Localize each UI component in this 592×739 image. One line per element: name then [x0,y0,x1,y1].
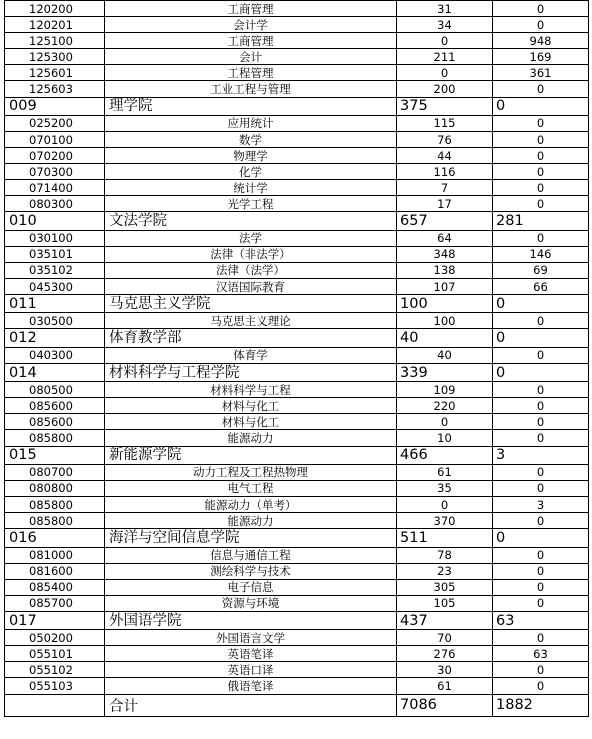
major-row [5,81,589,97]
extra-count: 0 [493,547,589,563]
department-code: 009 [5,97,105,115]
major-code: 085400 [5,579,105,595]
quota-count: 7 [397,180,493,196]
department-row [5,295,589,313]
major-code: 035101 [5,246,105,262]
major-name: 法学 [105,230,397,246]
major-name: 英语口译 [105,662,397,678]
department-code: 014 [5,363,105,381]
major-row [5,196,589,212]
extra-count: 66 [493,279,589,295]
extra-count: 0 [493,196,589,212]
major-code: 080700 [5,464,105,480]
department-name: 文法学院 [105,212,397,230]
quota-count: 31 [397,1,493,17]
department-quota: 657 [397,212,493,230]
extra-count: 0 [493,230,589,246]
department-name: 海洋与空间信息学院 [105,529,397,547]
major-code: 025200 [5,115,105,131]
department-row [5,446,589,464]
major-row [5,497,589,513]
major-code: 125100 [5,33,105,49]
quota-count: 35 [397,480,493,496]
major-code: 125603 [5,81,105,97]
major-name: 化学 [105,164,397,180]
department-code: 017 [5,611,105,629]
extra-count: 0 [493,430,589,446]
major-row [5,17,589,33]
major-name: 英语笔译 [105,646,397,662]
extra-count: 3 [493,497,589,513]
extra-count: 0 [493,630,589,646]
major-name: 物理学 [105,148,397,164]
major-row [5,430,589,446]
quota-count: 70 [397,630,493,646]
extra-count: 0 [493,17,589,33]
department-code: 010 [5,212,105,230]
total-label: 合计 [105,694,397,716]
quota-count: 220 [397,398,493,414]
extra-count: 0 [493,595,589,611]
major-row [5,313,589,329]
quota-count: 138 [397,262,493,278]
major-row [5,262,589,278]
quota-count: 211 [397,49,493,65]
enrollment-table-body [5,1,589,717]
major-row [5,347,589,363]
major-row [5,563,589,579]
department-extra: 281 [493,212,589,230]
quota-count: 276 [397,646,493,662]
major-code: 120201 [5,17,105,33]
major-row [5,513,589,529]
major-row [5,180,589,196]
major-code: 085600 [5,414,105,430]
extra-count: 948 [493,33,589,49]
department-name: 新能源学院 [105,446,397,464]
major-name: 会计学 [105,17,397,33]
major-row [5,480,589,496]
major-name: 法律（法学） [105,262,397,278]
extra-count: 0 [493,414,589,430]
department-quota: 437 [397,611,493,629]
major-code: 125300 [5,49,105,65]
quota-count: 64 [397,230,493,246]
major-row [5,678,589,694]
quota-count: 0 [397,65,493,81]
major-row [5,230,589,246]
major-row [5,1,589,17]
major-code: 081000 [5,547,105,563]
major-name: 工商管理 [105,33,397,49]
major-code: 040300 [5,347,105,363]
quota-count: 109 [397,382,493,398]
extra-count: 0 [493,347,589,363]
major-row [5,646,589,662]
quota-count: 100 [397,313,493,329]
quota-count: 76 [397,131,493,147]
quota-count: 61 [397,678,493,694]
major-code: 120200 [5,1,105,17]
major-row [5,662,589,678]
major-name: 马克思主义理论 [105,313,397,329]
major-code: 035102 [5,262,105,278]
quota-count: 17 [397,196,493,212]
major-name: 能源动力（单考） [105,497,397,513]
extra-count: 0 [493,131,589,147]
department-quota: 40 [397,329,493,347]
major-code: 070300 [5,164,105,180]
major-name: 数学 [105,131,397,147]
quota-count: 40 [397,347,493,363]
quota-count: 0 [397,497,493,513]
extra-count: 0 [493,313,589,329]
major-code: 055102 [5,662,105,678]
quota-count: 10 [397,430,493,446]
extra-count: 63 [493,646,589,662]
major-row [5,279,589,295]
major-name: 汉语国际教育 [105,279,397,295]
major-name: 工商管理 [105,1,397,17]
major-row [5,131,589,147]
quota-count: 200 [397,81,493,97]
major-row [5,382,589,398]
extra-count: 0 [493,678,589,694]
major-code: 085800 [5,497,105,513]
department-extra: 63 [493,611,589,629]
extra-count: 361 [493,65,589,81]
major-name: 信息与通信工程 [105,547,397,563]
extra-count: 0 [493,1,589,17]
quota-count: 105 [397,595,493,611]
department-extra: 0 [493,295,589,313]
total-quota: 7086 [397,694,493,716]
quota-count: 116 [397,164,493,180]
major-code: 085800 [5,430,105,446]
major-name: 法律（非法学） [105,246,397,262]
quota-count: 78 [397,547,493,563]
major-code: 070200 [5,148,105,164]
major-name: 能源动力 [105,430,397,446]
major-row [5,49,589,65]
quota-count: 348 [397,246,493,262]
major-name: 应用统计 [105,115,397,131]
department-quota: 375 [397,97,493,115]
major-name: 电子信息 [105,579,397,595]
total-code [5,694,105,716]
major-code: 045300 [5,279,105,295]
major-row [5,115,589,131]
major-name: 光学工程 [105,196,397,212]
major-row [5,464,589,480]
major-name: 材料与化工 [105,398,397,414]
extra-count: 0 [493,563,589,579]
department-extra: 3 [493,446,589,464]
major-code: 071400 [5,180,105,196]
quota-count: 61 [397,464,493,480]
major-row [5,33,589,49]
major-code: 080300 [5,196,105,212]
quota-count: 370 [397,513,493,529]
extra-count: 0 [493,398,589,414]
department-name: 材料科学与工程学院 [105,363,397,381]
major-code: 085700 [5,595,105,611]
major-code: 125601 [5,65,105,81]
quota-count: 305 [397,579,493,595]
major-row [5,547,589,563]
department-row [5,97,589,115]
extra-count: 0 [493,579,589,595]
major-code: 085800 [5,513,105,529]
department-row [5,611,589,629]
major-name: 统计学 [105,180,397,196]
enrollment-table [4,0,589,717]
department-code: 011 [5,295,105,313]
department-name: 马克思主义学院 [105,295,397,313]
major-name: 测绘科学与技术 [105,563,397,579]
extra-count: 0 [493,480,589,496]
major-code: 080500 [5,382,105,398]
major-name: 俄语笔译 [105,678,397,694]
quota-count: 34 [397,17,493,33]
department-extra: 0 [493,363,589,381]
quota-count: 115 [397,115,493,131]
department-code: 012 [5,329,105,347]
major-row [5,579,589,595]
major-code: 085600 [5,398,105,414]
major-row [5,414,589,430]
major-row [5,595,589,611]
total-extra: 1882 [493,694,589,716]
major-code: 055101 [5,646,105,662]
major-name: 会计 [105,49,397,65]
major-code: 070100 [5,131,105,147]
extra-count: 0 [493,81,589,97]
department-extra: 0 [493,97,589,115]
department-name: 外国语学院 [105,611,397,629]
major-row [5,398,589,414]
major-row [5,630,589,646]
major-name: 工程管理 [105,65,397,81]
major-code: 030500 [5,313,105,329]
extra-count: 146 [493,246,589,262]
major-name: 材料科学与工程 [105,382,397,398]
department-quota: 339 [397,363,493,381]
department-quota: 511 [397,529,493,547]
department-row [5,529,589,547]
major-code: 055103 [5,678,105,694]
department-quota: 100 [397,295,493,313]
extra-count: 0 [493,513,589,529]
department-row [5,363,589,381]
major-name: 电气工程 [105,480,397,496]
quota-count: 30 [397,662,493,678]
major-name: 体育学 [105,347,397,363]
extra-count: 0 [493,164,589,180]
major-code: 050200 [5,630,105,646]
major-name: 工业工程与管理 [105,81,397,97]
extra-count: 169 [493,49,589,65]
department-row [5,212,589,230]
quota-count: 23 [397,563,493,579]
department-extra: 0 [493,329,589,347]
quota-count: 107 [397,279,493,295]
major-name: 能源动力 [105,513,397,529]
total-row [5,694,589,716]
quota-count: 0 [397,33,493,49]
major-row [5,246,589,262]
extra-count: 69 [493,262,589,278]
department-extra: 0 [493,529,589,547]
quota-count: 44 [397,148,493,164]
extra-count: 0 [493,662,589,678]
department-code: 016 [5,529,105,547]
extra-count: 0 [493,382,589,398]
major-code: 080800 [5,480,105,496]
major-code: 030100 [5,230,105,246]
extra-count: 0 [493,115,589,131]
major-name: 材料与化工 [105,414,397,430]
major-name: 动力工程及工程热物理 [105,464,397,480]
extra-count: 0 [493,148,589,164]
major-row [5,65,589,81]
major-row [5,148,589,164]
department-name: 理学院 [105,97,397,115]
department-quota: 466 [397,446,493,464]
department-name: 体育教学部 [105,329,397,347]
extra-count: 0 [493,180,589,196]
department-row [5,329,589,347]
major-name: 外国语言文学 [105,630,397,646]
extra-count: 0 [493,464,589,480]
major-code: 081600 [5,563,105,579]
major-name: 资源与环境 [105,595,397,611]
major-row [5,164,589,180]
quota-count: 0 [397,414,493,430]
department-code: 015 [5,446,105,464]
